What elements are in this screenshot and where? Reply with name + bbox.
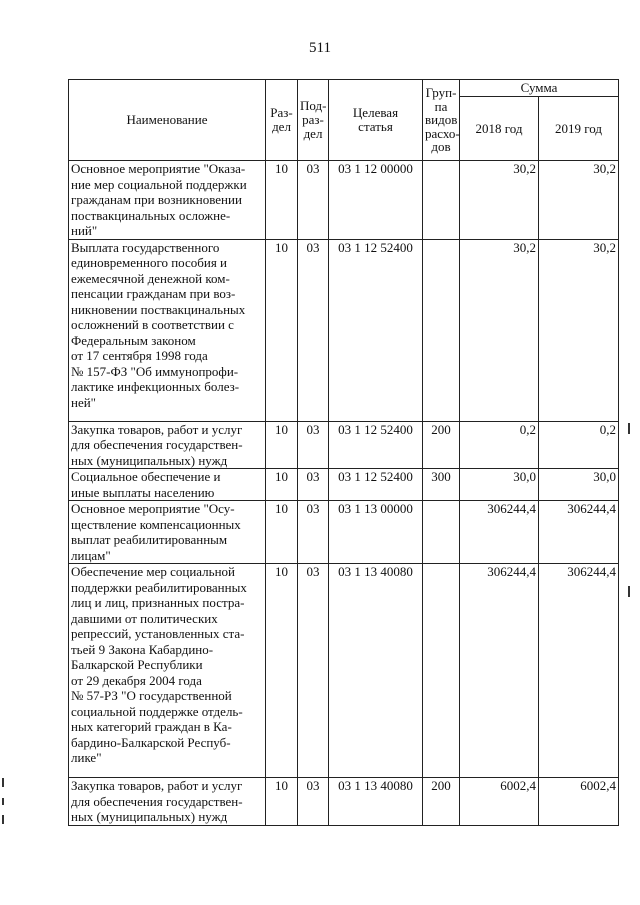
row-expense-group: 200 (423, 421, 460, 469)
row-name: Основное мероприятие "Оказа- ние мер социальной поддержки гражданам при возникновении поствакцинальных осложне- ний" (69, 161, 266, 240)
row-name: Выплата государственного единовременного пособия и ежемесячной денежной ком- пенсации гражданам при воз- никновении поствакцинальных осложнений в соответствии с Федеральным законом от 17 сентября 1998 года № 157-ФЗ "Об иммунопрофи- лактике инфекционных болез- ней" (69, 239, 266, 421)
row-subsection: 03 (298, 501, 329, 564)
table-row (69, 469, 619, 501)
row-amount-2018: 30,2 (460, 161, 539, 240)
row-name: Закупка товаров, работ и услуг для обеспечения государствен- ных (муниципальных) нужд (69, 778, 266, 826)
row-name: Обеспечение мер социальной поддержки реабилитированных лиц и лиц, признанных постра- давшими от политических репрессий, установленных ста- тьей 9 Закона Кабардино- Балкарской Республики от 29 декабря 2004 года № 57-РЗ "О государственной социальной поддержке отдель- ных категорий граждан в Ка- бардино-Балкарской Респуб- лике" (69, 564, 266, 778)
margin-mark (628, 423, 630, 434)
row-amount-2019: 30,0 (539, 469, 619, 501)
row-amount-2019: 306244,4 (539, 564, 619, 778)
table-row (69, 239, 619, 421)
header-year-2019: 2019 год (539, 97, 619, 161)
margin-mark (2, 798, 4, 805)
table-row (69, 778, 619, 826)
table-row (69, 564, 619, 778)
row-amount-2018: 6002,4 (460, 778, 539, 826)
row-amount-2019: 306244,4 (539, 501, 619, 564)
header-year-2018: 2018 год (460, 97, 539, 161)
row-section: 10 (266, 469, 298, 501)
row-amount-2019: 30,2 (539, 239, 619, 421)
header-target-article: Целевая статья (329, 80, 423, 161)
row-amount-2019: 0,2 (539, 421, 619, 469)
row-article: 03 1 13 00000 (329, 501, 423, 564)
row-expense-group: 200 (423, 778, 460, 826)
table-row (69, 501, 619, 564)
header-sum: Сумма (460, 80, 619, 97)
row-amount-2018: 0,2 (460, 421, 539, 469)
row-subsection: 03 (298, 564, 329, 778)
row-amount-2019: 6002,4 (539, 778, 619, 826)
row-expense-group (423, 564, 460, 778)
row-section: 10 (266, 161, 298, 240)
row-amount-2018: 306244,4 (460, 564, 539, 778)
header-expense-group: Груп- па видов расхо- дов (423, 80, 460, 161)
row-section: 10 (266, 564, 298, 778)
row-subsection: 03 (298, 239, 329, 421)
row-article: 03 1 12 52400 (329, 421, 423, 469)
row-section: 10 (266, 239, 298, 421)
row-section: 10 (266, 501, 298, 564)
table-header (69, 80, 619, 161)
row-subsection: 03 (298, 161, 329, 240)
row-subsection: 03 (298, 421, 329, 469)
table-row (69, 161, 619, 240)
row-section: 10 (266, 778, 298, 826)
row-name: Закупка товаров, работ и услуг для обеспечения государствен- ных (муниципальных) нужд (69, 421, 266, 469)
row-name: Основное мероприятие "Осу- ществление компенсационных выплат реабилитированным лицам" (69, 501, 266, 564)
budget-table (68, 79, 619, 826)
row-subsection: 03 (298, 469, 329, 501)
row-amount-2018: 30,0 (460, 469, 539, 501)
header-subsection: Под- раз- дел (298, 80, 329, 161)
table-row (69, 421, 619, 469)
margin-mark (628, 586, 630, 597)
row-name: Социальное обеспечение и иные выплаты населению (69, 469, 266, 501)
row-amount-2018: 30,2 (460, 239, 539, 421)
row-article: 03 1 12 00000 (329, 161, 423, 240)
row-article: 03 1 13 40080 (329, 778, 423, 826)
row-article: 03 1 13 40080 (329, 564, 423, 778)
row-amount-2019: 30,2 (539, 161, 619, 240)
row-article: 03 1 12 52400 (329, 239, 423, 421)
page-number: 511 (309, 40, 331, 56)
row-section: 10 (266, 421, 298, 469)
header-section: Раз- дел (266, 80, 298, 161)
table-body (69, 161, 619, 826)
row-article: 03 1 12 52400 (329, 469, 423, 501)
row-expense-group (423, 501, 460, 564)
row-expense-group: 300 (423, 469, 460, 501)
margin-mark (2, 815, 4, 824)
row-amount-2018: 306244,4 (460, 501, 539, 564)
header-name: Наименование (69, 80, 266, 161)
row-subsection: 03 (298, 778, 329, 826)
row-expense-group (423, 161, 460, 240)
margin-mark (2, 778, 4, 787)
row-expense-group (423, 239, 460, 421)
